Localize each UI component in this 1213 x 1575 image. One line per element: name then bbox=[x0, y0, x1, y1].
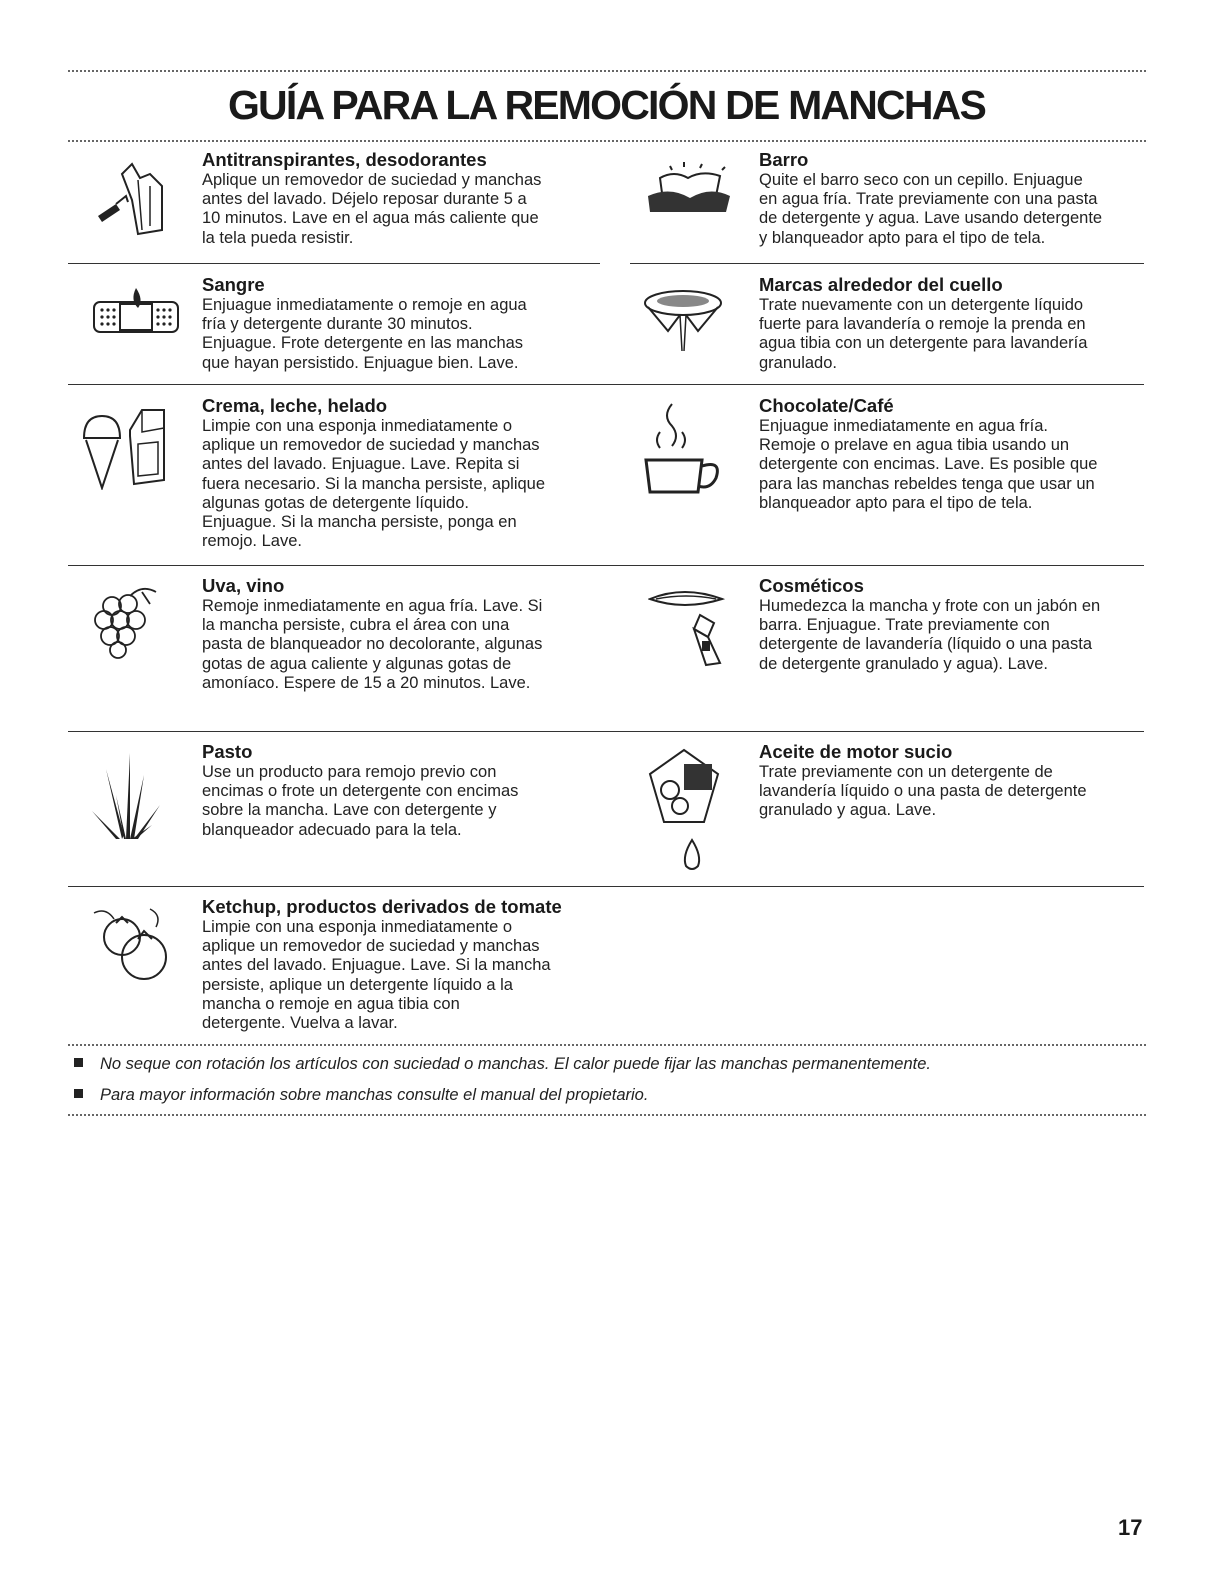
row-divider bbox=[630, 263, 1144, 264]
entry-body: Trate previamente con un detergente de lavandería líquido o una pasta de detergente granulado y agua. Lave. bbox=[759, 763, 1087, 820]
entry-heading: Antitranspirantes, desodorantes bbox=[202, 149, 487, 170]
note-item bbox=[74, 1086, 648, 1105]
entry-heading: Ketchup, productos derivados de tomate bbox=[202, 896, 562, 917]
entry-cosmeticos bbox=[759, 576, 1100, 674]
entry-crema bbox=[202, 396, 545, 551]
lipstick-icon bbox=[648, 585, 728, 667]
shirt-spray-icon bbox=[92, 160, 172, 242]
entry-ketchup bbox=[202, 897, 562, 1033]
bullet-icon bbox=[74, 1058, 83, 1067]
muddy-shirt-icon bbox=[640, 156, 736, 214]
entry-uva bbox=[202, 576, 542, 693]
top-divider bbox=[68, 70, 1146, 72]
row-divider bbox=[68, 263, 600, 264]
bandage-icon bbox=[92, 286, 182, 338]
entry-aceite bbox=[759, 742, 1087, 821]
note-item bbox=[74, 1055, 931, 1074]
entry-body: Remoje inmediatamente en agua fría. Lave. Si la mancha persiste, cubra el área con una pasta de blanqueador no decolorante, algunas gotas de agua caliente y algunas gotas de amoníaco. Espere de 15 a 20 minutos. Lave. bbox=[202, 597, 543, 692]
page-title: GUÍA PARA LA REMOCIÓN DE MANCHAS bbox=[227, 82, 986, 128]
entry-body: Enjuague inmediatamente en agua fría. Remoje o prelave en agua tibia usando un detergente con encimas. Lave. Es posible que para las manchas rebeldes tenga que usar un blanqueador apto para el tipo de tela. bbox=[759, 417, 1098, 512]
entry-heading: Aceite de motor sucio bbox=[759, 741, 953, 762]
engine-oil-icon bbox=[640, 744, 724, 874]
grapes-icon bbox=[86, 582, 166, 662]
entry-body: Trate nuevamente con un detergente líquido fuerte para lavandería o remoje la prenda en agua tibia con un detergente para lavandería granulado. bbox=[759, 296, 1088, 372]
entry-body: Use un producto para remojo previo con encimas o frote un detergente con encimas sobre la mancha. Lave con detergente y blanqueador adecuado para la tela. bbox=[202, 763, 519, 839]
note-text: Para mayor información sobre manchas consulte el manual del propietario. bbox=[100, 1086, 649, 1104]
shirt-collar-icon bbox=[640, 285, 726, 355]
entry-body: Enjuague inmediatamente o remoje en agua fría y detergente durante 30 minutos. Enjuague. Frote detergente en las manchas que hayan persistido. Enjuague bien. Lave. bbox=[202, 296, 527, 372]
entry-body: Aplique un removedor de suciedad y manchas antes del lavado. Déjelo reposar durante 5 a 10 minutos. Lave en el agua más caliente que la tela pueda resistir. bbox=[202, 171, 542, 247]
note-text: No seque con rotación los artículos con suciedad o manchas. El calor puede fijar las manchas permanentemente. bbox=[100, 1055, 931, 1073]
entry-antitranspirantes bbox=[202, 150, 541, 248]
entry-heading: Chocolate/Café bbox=[759, 395, 894, 416]
entry-chocolate bbox=[759, 396, 1097, 513]
entry-barro bbox=[759, 150, 1102, 248]
page-number: 17 bbox=[1118, 1515, 1143, 1540]
grass-icon bbox=[86, 745, 166, 841]
entry-heading: Barro bbox=[759, 149, 809, 170]
row-divider bbox=[68, 886, 1144, 887]
tomatoes-icon bbox=[90, 905, 176, 985]
entry-body: Quite el barro seco con un cepillo. Enjuague en agua fría. Trate previamente con una pasta de detergente y agua. Lave usando detergente y blanqueador apto para el tipo de tela. bbox=[759, 171, 1103, 247]
notes-divider bbox=[68, 1044, 1146, 1046]
entry-heading: Pasto bbox=[202, 741, 253, 762]
bottom-divider bbox=[68, 1114, 1146, 1116]
entry-heading: Cosméticos bbox=[759, 575, 864, 596]
entry-heading: Uva, vino bbox=[202, 575, 285, 596]
coffee-cup-icon bbox=[640, 398, 726, 494]
entry-cuello bbox=[759, 275, 1087, 373]
row-divider bbox=[68, 731, 1144, 732]
title-divider bbox=[68, 140, 1146, 142]
entry-heading: Marcas alrededor del cuello bbox=[759, 274, 1003, 295]
entry-heading: Crema, leche, helado bbox=[202, 395, 388, 416]
entry-body: Limpie con una esponja inmediatamente o aplique un removedor de suciedad y manchas antes del lavado. Enjuague. Lave. Repita si fuera necesario. Si la mancha persiste, aplique algunas gotas de detergente líquido. Enjuague. Si la mancha persiste, ponga en remojo. Lave. bbox=[202, 417, 546, 551]
entry-body: Limpie con una esponja inmediatamente o aplique un removedor de suciedad y manchas antes del lavado. Enjuague. Lave. Si la mancha persiste, aplique un detergente líquido a la mancha o remoje en agua tibia con detergente. Vuelva a lavar. bbox=[202, 918, 551, 1033]
ice-cream-milk-icon bbox=[76, 400, 172, 490]
bullet-icon bbox=[74, 1089, 83, 1098]
entry-body: Humedezca la mancha y frote con un jabón en barra. Enjuague. Trate previamente con detergente de lavandería (líquido o una pasta de detergente granulado y agua). Lave. bbox=[759, 597, 1101, 673]
entry-pasto bbox=[202, 742, 518, 840]
entry-sangre bbox=[202, 275, 527, 373]
row-divider bbox=[68, 384, 1144, 385]
row-divider bbox=[68, 565, 1144, 566]
entry-heading: Sangre bbox=[202, 274, 265, 295]
